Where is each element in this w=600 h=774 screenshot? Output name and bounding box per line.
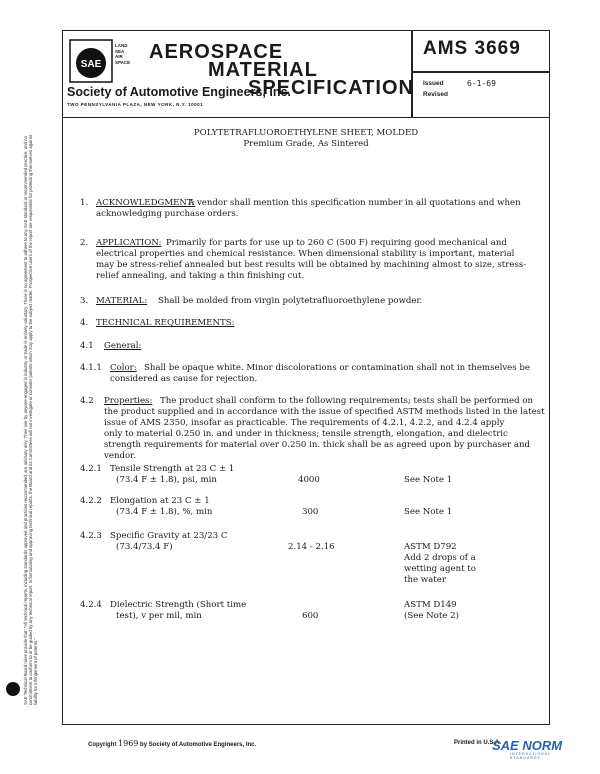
section-4-2-text: The product shall conform to the following requirements; tests shall be performed on	[160, 396, 534, 406]
requirement-method-4: the water	[404, 575, 446, 585]
section-1-number: 1.	[80, 198, 89, 208]
requirement-method: See Note 1	[404, 507, 453, 517]
section-4-2-number: 4.2	[80, 396, 94, 406]
requirement-method: ASTM D792	[404, 542, 457, 552]
society-address: TWO PENNSYLVANIA PLAZA, NEW YORK, N.Y. 10001	[67, 102, 204, 107]
section-4-1-number: 4.1	[80, 341, 94, 351]
section-4-number: 4.	[80, 318, 89, 328]
requirement-name-2: (73.4/73.4 F)	[116, 542, 173, 552]
section-4-2-text-5: strength requirements for material over 0.250 in. thick shall be as agreed upon by purchaser and	[104, 440, 531, 450]
requirement-number: 4.2.3	[80, 531, 102, 541]
section-3-title: MATERIAL:	[96, 296, 148, 306]
document-subtitle: Premium Grade, As Sintered	[243, 139, 369, 149]
requirement-method: See Note 1	[404, 475, 453, 485]
section-4-title: TECHNICAL REQUIREMENTS:	[96, 318, 235, 328]
spec-header	[62, 30, 550, 118]
issued-date: 6-1-69	[467, 79, 496, 88]
section-4-1-1-text: Shall be opaque white. Minor discolorations or contamination shall not in themselves be	[144, 363, 530, 373]
requirement-value: 4000	[298, 475, 320, 485]
logo-motto-land: LAND	[115, 43, 128, 48]
side-disclaimer	[2, 120, 60, 710]
section-2-number: 2.	[80, 238, 89, 248]
sae-norm-watermark	[492, 738, 563, 760]
registration-dot-icon	[6, 682, 20, 696]
section-4-1-1-text-2: considered as cause for rejection.	[110, 374, 258, 384]
section-2-text: Primarily for parts for use up to 260 C (500 F) requiring good mechanical and	[166, 238, 507, 248]
document-title: POLYTETRAFLUOROETHYLENE SHEET, MOLDED	[193, 128, 419, 138]
logo-motto	[115, 43, 129, 65]
logo-letters: SAE	[80, 59, 102, 70]
title-material: MATERIAL	[208, 59, 318, 81]
section-4-2-title: Properties:	[104, 396, 153, 406]
section-4-2-text-3: issue of AMS 2350, insofar as practicable. The requirements of 4.2.1, 4.2.2, and 4.2.4 apply	[104, 418, 505, 428]
logo-motto-air: AIR	[115, 54, 123, 59]
requirement-number: 4.2.1	[80, 464, 102, 474]
section-4-1-1-title: Color:	[110, 363, 137, 373]
requirement-name: Elongation at 23 C ± 1	[110, 496, 210, 506]
requirement-method-2: Add 2 drops of a	[404, 553, 476, 563]
requirement-name-2: (73.4 F ± 1.8), %, min	[116, 507, 213, 517]
header-divider-horizontal	[411, 71, 550, 73]
watermark-subtext: INTERNATIONAL STANDARDS	[510, 752, 552, 760]
section-2-title: APPLICATION:	[96, 238, 162, 248]
requirement-number: 4.2.4	[80, 600, 102, 610]
requirement-method-3: wetting agent to	[404, 564, 476, 574]
requirement-number: 4.2.2	[80, 496, 102, 506]
copyright-holder: by Society of Automotive Engineers, Inc.	[140, 742, 257, 748]
section-1-title: ACKNOWLEDGMENT:	[96, 198, 196, 208]
requirement-name: Dielectric Strength (Short time	[110, 600, 247, 610]
footer-printed: Printed in U.S.A.	[454, 740, 502, 746]
society-name: Society of Automotive Engineers, Inc.	[67, 85, 291, 99]
requirement-value: 300	[302, 507, 319, 517]
section-1-text: A vendor shall mention this specification number in all quotations and when	[188, 198, 521, 208]
sae-logo-icon	[69, 39, 113, 83]
logo-motto-space: SPACE	[115, 59, 131, 65]
section-4-2-text-6: vendor.	[104, 451, 137, 461]
section-2-text-3: may be stress-relief annealed but best results will be obtained by machining almost to size, stress-	[96, 260, 527, 270]
section-4-1-title: General:	[104, 341, 142, 351]
watermark-text: SAE NORM	[492, 738, 563, 753]
requirement-name: Specific Gravity at 23/23 C	[110, 531, 228, 541]
logo-motto-sea: SEA	[115, 48, 125, 54]
requirement-method-2: (See Note 2)	[404, 611, 459, 621]
copyright-label: Copyright	[88, 742, 117, 748]
requirement-value: 2.14 - 2.16	[288, 542, 335, 552]
side-disclaimer-text: SAE Technical Board rules provide that: "All technical reports, including standards approved and practices recommended, are advisory only. Their use by anyone engaged in industry or trade is entirely voluntary. There is no agreement to adhere to any SAE standard or recommended practice, and no commitment to conform to or be guided by any technical report. In formulating and approving technical reports, the Board and its Committees will not investigate or consider patents which may apply to the subject matter. Prospective users of the report are responsible for protecting themselves against liability for infringement of patents."	[23, 134, 39, 705]
section-4-1-1-number: 4.1.1	[80, 363, 102, 373]
section-1-text-2: acknowledging purchase orders.	[96, 209, 239, 219]
copyright-year: 1969	[118, 739, 139, 748]
requirement-method: ASTM D149	[404, 600, 457, 610]
section-2-text-2: electrical properties and chemical resistance. When dimensional stability is important, material	[96, 249, 515, 259]
requirement-name: Tensile Strength at 23 C ± 1	[110, 464, 235, 474]
header-divider-vertical	[411, 31, 413, 117]
section-2-text-4: relief annealing, and taking a thin finishing cut.	[96, 271, 305, 281]
section-3-text: Shall be molded from virgin polytetrafluoroethylene powder.	[158, 296, 423, 306]
revised-label: Revised	[423, 91, 448, 98]
requirement-name-2: (73.4 F ± 1.8), psi, min	[116, 475, 217, 485]
section-4-2-text-4: only to material 0.250 in. and under in thickness; tensile strength, elongation, and dielectric	[104, 429, 508, 439]
footer-copyright	[88, 739, 256, 748]
spec-number: AMS 3669	[423, 38, 521, 59]
requirement-name-2: test), v per mil, min	[116, 611, 202, 621]
issued-label: Issued	[423, 80, 444, 87]
title-specification: SPECIFICATION	[248, 77, 414, 99]
title-aerospace: AEROSPACE	[149, 41, 284, 63]
requirement-value: 600	[302, 611, 319, 621]
section-3-number: 3.	[80, 296, 89, 306]
section-4-2-text-2: the product supplied and in accordance with the issue of specified ASTM methods listed in the latest	[104, 407, 545, 417]
